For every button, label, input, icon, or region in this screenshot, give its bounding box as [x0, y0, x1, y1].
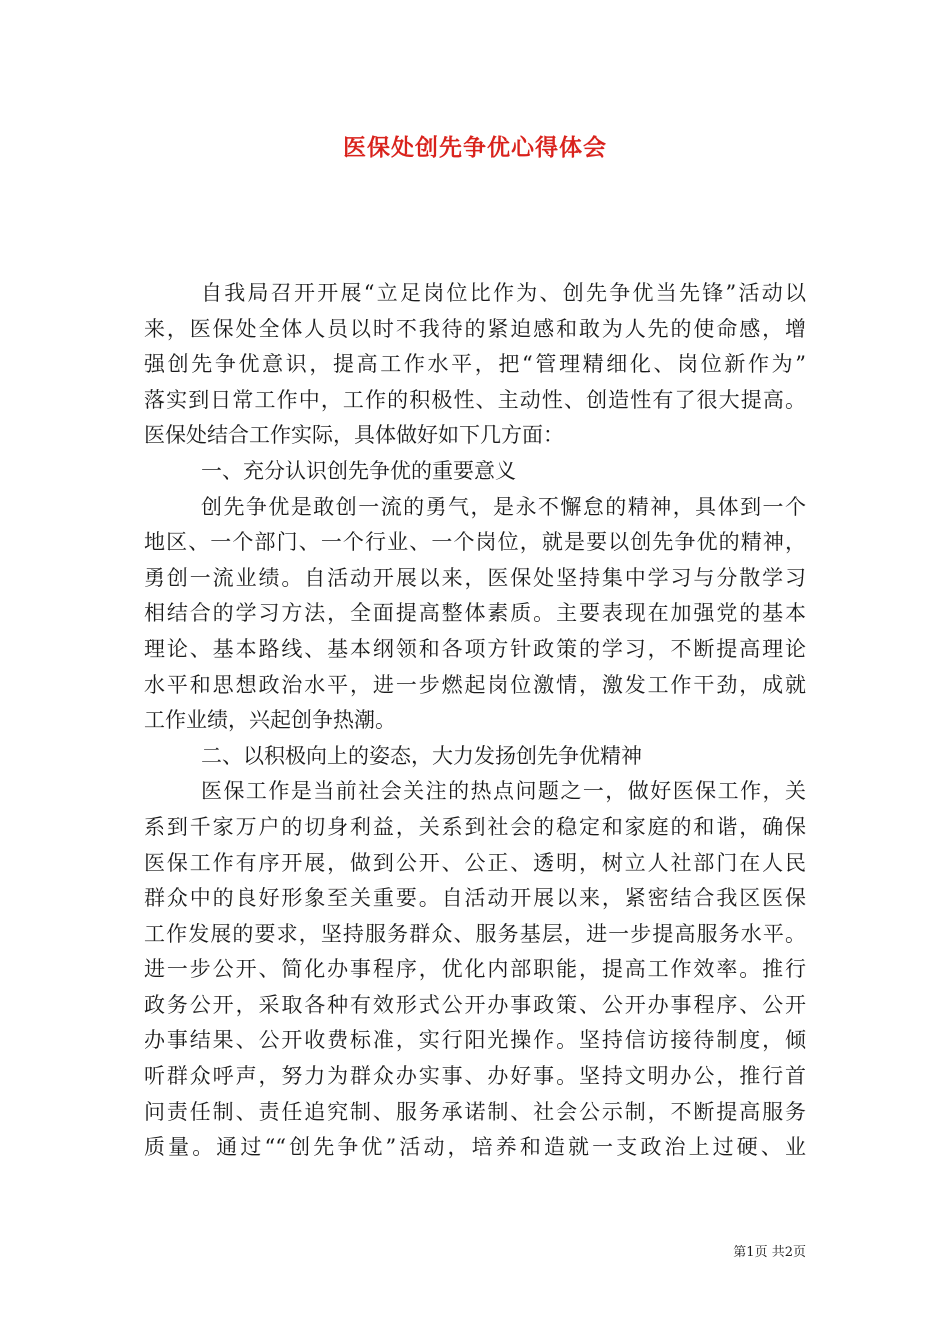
- section-heading: 一、充分认识创先争优的重要意义: [201, 458, 516, 483]
- footer-middle: 页 共: [754, 1245, 785, 1260]
- paragraph-line: 水平和思想政治水平，进一步燃起岗位激情，激发工作干劲，成就: [144, 672, 806, 697]
- document-body: [144, 276, 806, 1166]
- paragraph-line: 政务公开，采取各种有效形式公开办事政策、公开办事程序、公开: [144, 992, 806, 1017]
- paragraph-line: 地区、一个部门、一个行业、一个岗位，就是要以创先争优的精神，: [144, 530, 806, 555]
- paragraph-line: 来，医保处全体人员以时不我待的紧迫感和敢为人先的使命感，增: [144, 316, 806, 341]
- paragraph-line: 落实到日常工作中，工作的积极性、主动性、创造性有了很大提高。: [144, 387, 806, 412]
- footer-suffix: 页: [792, 1245, 806, 1260]
- paragraph-line: 理论、基本路线、基本纲领和各项方针政策的学习，不断提高理论: [144, 636, 806, 661]
- page-number-footer: [733, 1244, 806, 1262]
- paragraph-line: 医保工作是当前社会关注的热点问题之一，做好医保工作，关: [201, 779, 806, 804]
- paragraph-line: 群众中的良好形象至关重要。自活动开展以来，紧密结合我区医保: [144, 886, 806, 911]
- page-title: 医保处创先争优心得体会: [343, 134, 607, 161]
- footer-total-pages: 2: [784, 1245, 793, 1260]
- paragraph-line: 医保工作有序开展，做到公开、公正、透明，树立人社部门在人民: [144, 850, 806, 875]
- footer-current-page: 1: [746, 1245, 755, 1260]
- paragraph-line: 相结合的学习方法，全面提高整体素质。主要表现在加强党的基本: [144, 601, 806, 626]
- paragraph-line: 医保处结合工作实际，具体做好如下几方面：: [144, 423, 564, 448]
- paragraph-line: 问责任制、责任追究制、服务承诺制、社会公示制，不断提高服务: [144, 1099, 806, 1124]
- paragraph-line: 创先争优是敢创一流的勇气，是永不懈怠的精神，具体到一个: [201, 494, 806, 519]
- paragraph-line: 强创先争优意识，提高工作水平，把“管理精细化、岗位新作为”: [144, 352, 806, 377]
- paragraph-line: 工作发展的要求，坚持服务群众、服务基层，进一步提高服务水平。: [144, 921, 806, 946]
- paragraph-line: 自我局召开开展“立足岗位比作为、创先争优当先锋”活动以: [201, 281, 806, 305]
- paragraph-line: 办事结果、公开收费标准，实行阳光操作。坚持信访接待制度，倾: [144, 1028, 806, 1053]
- paragraph-line: 工作业绩，兴起创争热潮。: [144, 708, 396, 733]
- paragraph-line: 进一步公开、简化办事程序，优化内部职能，提高工作效率。推行: [144, 957, 806, 982]
- paragraph-line: 质量。通过““创先争优”活动，培养和造就一支政治上过硬、业: [144, 1135, 806, 1160]
- footer-prefix: 第: [733, 1245, 747, 1260]
- paragraph-line: 勇创一流业绩。自活动开展以来，医保处坚持集中学习与分散学习: [144, 565, 806, 590]
- paragraph-line: 听群众呼声，努力为群众办实事、办好事。坚持文明办公，推行首: [144, 1064, 806, 1089]
- section-heading: 二、以积极向上的姿态，大力发扬创先争优精神: [201, 743, 642, 768]
- paragraph-line: 系到千家万户的切身利益，关系到社会的稳定和家庭的和谐，确保: [144, 814, 806, 839]
